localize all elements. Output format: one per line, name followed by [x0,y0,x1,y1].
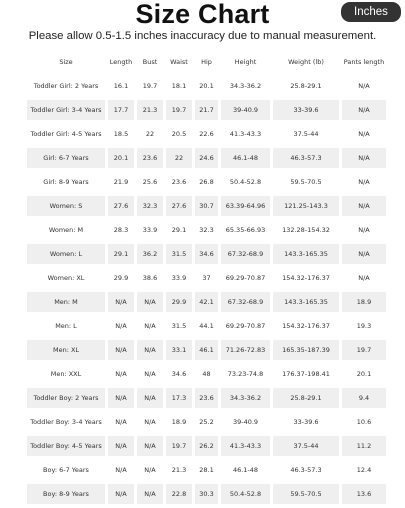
measurement-cell: 44.1 [195,316,218,336]
size-name-cell: Toddler Boy: 2 Years [27,388,105,408]
measurement-cell: 36.2 [137,244,163,264]
column-header: Pants length [342,52,386,72]
measurement-cell: 24.6 [195,148,218,168]
measurement-cell: 22 [166,148,192,168]
size-name-cell: Women: XL [27,268,105,288]
measurement-cell: N/A [108,292,134,312]
measurement-cell: 16.1 [108,76,134,96]
size-name-cell: Girl: 6-7 Years [27,148,105,168]
measurement-cell: 19.7 [342,340,386,360]
table-row [27,460,386,480]
measurement-cell: 37 [195,268,218,288]
measurement-cell: 59.5-70.5 [273,484,339,504]
measurement-cell: 39-40.9 [221,412,270,432]
measurement-cell: N/A [137,364,163,384]
unit-toggle-button[interactable]: Inches [341,2,401,22]
measurement-cell: 50.4-52.8 [221,172,270,192]
measurement-cell: 25.8-29.1 [273,388,339,408]
measurement-cell: 46.1-48 [221,460,270,480]
measurement-cell: 50.4-52.8 [221,484,270,504]
measurement-cell: 21.7 [195,100,218,120]
measurement-cell: 11.2 [342,436,386,456]
measurement-cell: 19.3 [342,316,386,336]
size-name-cell: Toddler Girl: 2 Years [27,76,105,96]
measurement-cell: 67.32-68.9 [221,244,270,264]
size-chart-table [24,48,389,508]
measurement-cell: 26.2 [195,436,218,456]
measurement-cell: 33.9 [166,268,192,288]
measurement-cell: 29.9 [108,268,134,288]
measurement-cell: 46.3-57.3 [273,148,339,168]
measurement-cell: 27.6 [108,196,134,216]
table-body [27,76,386,504]
measurement-cell: N/A [342,76,386,96]
measurement-cell: 176.37-198.41 [273,364,339,384]
measurement-cell: 67.32-68.9 [221,292,270,312]
measurement-cell: 23.6 [166,172,192,192]
measurement-cell: 71.26-72.83 [221,340,270,360]
measurement-cell: N/A [108,340,134,360]
measurement-cell: 25.8-29.1 [273,76,339,96]
size-name-cell: Boy: 6-7 Years [27,460,105,480]
page-title: Size Chart [135,0,270,29]
size-name-cell: Girl: 8-9 Years [27,172,105,192]
table-row [27,220,386,240]
measurement-cell: 21.9 [108,172,134,192]
measurement-cell: N/A [137,436,163,456]
measurement-cell: N/A [137,388,163,408]
size-name-cell: Women: L [27,244,105,264]
measurement-cell: 33-39.6 [273,100,339,120]
measurement-cell: N/A [137,340,163,360]
measurement-cell: 34.6 [166,364,192,384]
measurement-cell: 20.1 [108,148,134,168]
table-row [27,292,386,312]
measurement-cell: N/A [342,124,386,144]
size-name-cell: Toddler Girl: 4-5 Years [27,124,105,144]
measurement-cell: 19.7 [166,100,192,120]
measurement-cell: 12.4 [342,460,386,480]
table-row [27,364,386,384]
measurement-cell: N/A [108,484,134,504]
size-name-cell: Men: L [27,316,105,336]
measurement-cell: 69.29-70.87 [221,268,270,288]
measurement-cell: 17.7 [108,100,134,120]
measurement-cell: 69.29-70.87 [221,316,270,336]
table-row [27,100,386,120]
measurement-cell: 39-40.9 [221,100,270,120]
column-header: Hip [195,52,218,72]
column-header: Size [27,52,105,72]
measurement-cell: 31.5 [166,316,192,336]
measurement-cell: 41.3-43.3 [221,124,270,144]
measurement-cell: N/A [137,316,163,336]
measurement-cell: 46.1-48 [221,148,270,168]
table-row [27,76,386,96]
table-row [27,244,386,264]
measurement-cell: 65.35-66.93 [221,220,270,240]
measurement-cell: 28.3 [108,220,134,240]
measurement-cell: N/A [108,388,134,408]
measurement-cell: N/A [342,148,386,168]
measurement-cell: 21.3 [137,100,163,120]
table-row [27,316,386,336]
column-header: Weight (lb) [273,52,339,72]
measurement-cell: 32.3 [137,196,163,216]
measurement-cell: 22 [137,124,163,144]
size-name-cell: Men: XL [27,340,105,360]
measurement-cell: 154.32-176.37 [273,268,339,288]
measurement-cell: N/A [108,412,134,432]
measurement-cell: 30.7 [195,196,218,216]
measurement-cell: 46.3-57.3 [273,460,339,480]
table-row [27,436,386,456]
measurement-cell: N/A [108,436,134,456]
column-header: Length [108,52,134,72]
measurement-cell: N/A [137,484,163,504]
measurement-cell: 33.9 [137,220,163,240]
measurement-cell: 37.5-44 [273,124,339,144]
measurement-cell: 73.23-74.8 [221,364,270,384]
table-row [27,484,386,504]
measurement-cell: 59.5-70.5 [273,172,339,192]
measurement-cell: 154.32-176.37 [273,316,339,336]
table-row [27,340,386,360]
measurement-cell: 17.3 [166,388,192,408]
measurement-cell: 46.1 [195,340,218,360]
measurement-cell: 32.3 [195,220,218,240]
measurement-cell: 20.5 [166,124,192,144]
size-name-cell: Boy: 8-9 Years [27,484,105,504]
measurement-cell: 25.6 [137,172,163,192]
measurement-cell: 38.6 [137,268,163,288]
measurement-cell: 10.6 [342,412,386,432]
measurement-cell: 29.1 [108,244,134,264]
measurement-cell: 20.1 [195,76,218,96]
size-name-cell: Toddler Girl: 3-4 Years [27,100,105,120]
column-header: Waist [166,52,192,72]
table-row [27,148,386,168]
measurement-cell: 48 [195,364,218,384]
measurement-cell: 41.3-43.3 [221,436,270,456]
size-name-cell: Toddler Boy: 4-5 Years [27,436,105,456]
measurement-cell: 33-39.6 [273,412,339,432]
measurement-cell: N/A [108,364,134,384]
measurement-cell: 20.1 [342,364,386,384]
measurement-cell: 121.25-143.3 [273,196,339,216]
measurement-cell: N/A [342,268,386,288]
measurement-cell: 34.6 [195,244,218,264]
size-name-cell: Women: S [27,196,105,216]
table-row [27,124,386,144]
measurement-cell: 27.6 [166,196,192,216]
column-header: Height [221,52,270,72]
measurement-cell: 33.1 [166,340,192,360]
table-row [27,268,386,288]
measurement-cell: 31.5 [166,244,192,264]
measurement-cell: N/A [342,244,386,264]
measurement-cell: 30.3 [195,484,218,504]
measurement-cell: N/A [108,460,134,480]
measurement-cell: 22.8 [166,484,192,504]
measurement-cell: 18.5 [108,124,134,144]
measurement-cell: 19.7 [166,436,192,456]
size-name-cell: Men: XXL [27,364,105,384]
measurement-cell: 22.6 [195,124,218,144]
measurement-cell: N/A [137,412,163,432]
measurement-cell: N/A [342,172,386,192]
measurement-note: Please allow 0.5-1.5 inches inaccuracy due to manual measurement. [28,30,377,42]
table-header-row [27,52,386,72]
measurement-cell: N/A [342,100,386,120]
measurement-cell: 23.6 [137,148,163,168]
measurement-cell: 143.3-165.35 [273,292,339,312]
measurement-cell: 18.9 [166,412,192,432]
measurement-cell: 13.6 [342,484,386,504]
measurement-cell: N/A [137,460,163,480]
measurement-cell: 29.9 [166,292,192,312]
column-header: Bust [137,52,163,72]
table-row [27,196,386,216]
measurement-cell: 28.1 [195,460,218,480]
measurement-cell: N/A [108,316,134,336]
measurement-cell: 143.3-165.35 [273,244,339,264]
size-name-cell: Women: M [27,220,105,240]
measurement-cell: 29.1 [166,220,192,240]
measurement-cell: 132.28-154.32 [273,220,339,240]
measurement-cell: 21.3 [166,460,192,480]
measurement-cell: 37.5-44 [273,436,339,456]
measurement-cell: 34.3-36.2 [221,388,270,408]
measurement-cell: 19.7 [137,76,163,96]
measurement-cell: 9.4 [342,388,386,408]
table-row [27,412,386,432]
measurement-cell: 34.3-36.2 [221,76,270,96]
size-name-cell: Men: M [27,292,105,312]
table-row [27,388,386,408]
measurement-cell: 18.1 [166,76,192,96]
measurement-cell: 26.8 [195,172,218,192]
measurement-cell: 25.2 [195,412,218,432]
measurement-cell: 23.6 [195,388,218,408]
measurement-cell: N/A [342,220,386,240]
measurement-cell: 63.39-64.96 [221,196,270,216]
measurement-cell: 165.35-187.39 [273,340,339,360]
measurement-cell: 42.1 [195,292,218,312]
size-name-cell: Toddler Boy: 3-4 Years [27,412,105,432]
measurement-cell: N/A [137,292,163,312]
table-row [27,172,386,192]
measurement-cell: 18.9 [342,292,386,312]
measurement-cell: N/A [342,196,386,216]
